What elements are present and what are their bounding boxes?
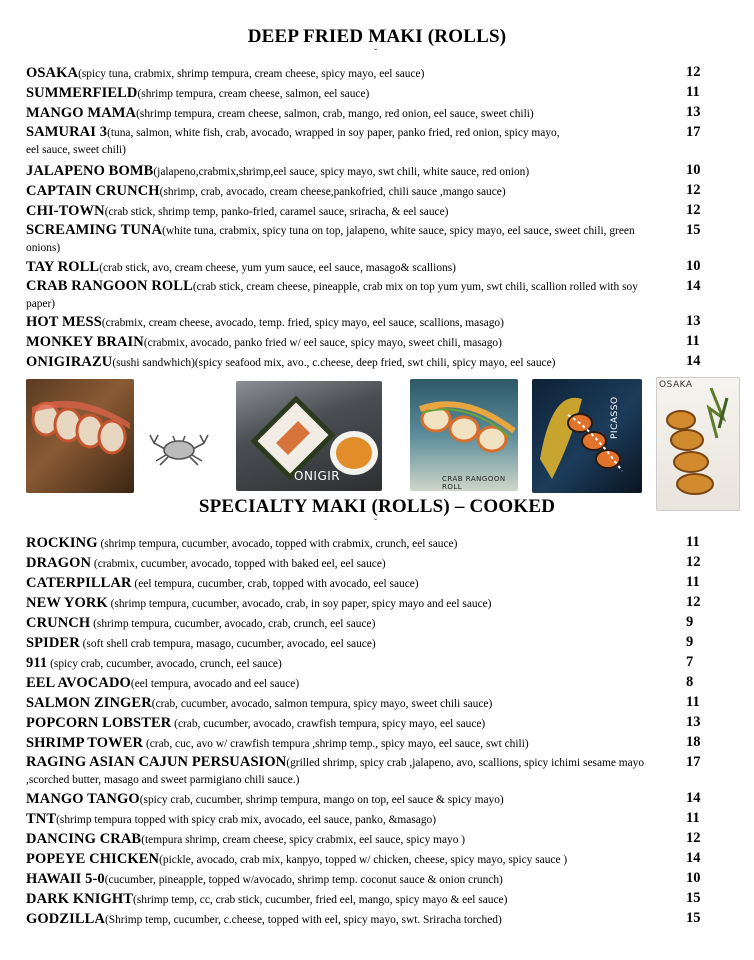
menu-item	[26, 353, 716, 373]
item-description: (cucumber, pineapple, topped w/avocado, shrimp temp. coconut sauce & onion crunch)	[104, 874, 503, 886]
item-name: EEL AVOCADO	[26, 675, 131, 691]
item-price: 11	[686, 534, 700, 550]
heading-ornament: ˇ	[374, 48, 378, 59]
osaka-roll-illustration	[657, 378, 739, 510]
picasso-roll-illustration	[532, 379, 642, 493]
item-description: (crab stick, cream cheese, pineapple, crab mix on top yum yum, swt chili, scallion rolled with soy paper)	[26, 281, 638, 310]
item-description: (crabmix, cucumber, avocado, topped with baked eel, eel sauce)	[91, 558, 386, 570]
item-price: 17	[686, 754, 701, 770]
item-price: 12	[686, 554, 701, 570]
menu-item	[26, 84, 716, 104]
deep-fried-heading: DEEP FRIED MAKI (ROLLS)	[247, 26, 507, 47]
item-name: HOT MESS	[26, 314, 102, 330]
item-price: 18	[686, 734, 701, 750]
item-name: 911	[26, 655, 48, 671]
menu-item	[26, 534, 716, 554]
deep-fried-list	[26, 64, 716, 373]
specialty-heading: SPECIALTY MAKI (ROLLS) – COOKED	[198, 496, 556, 517]
item-description: (shrimp tempura, cucumber, avocado, topped with crabmix, crunch, eel sauce)	[97, 538, 458, 550]
item-description: (crab, cuc, avo w/ crawfish tempura ,shrimp temp., spicy mayo, eel sauce, swt chili)	[143, 738, 529, 750]
menu-item	[26, 734, 716, 754]
item-name: SALMON ZINGER	[26, 695, 152, 711]
menu-item	[26, 554, 716, 574]
specialty-list	[26, 534, 716, 930]
item-description: (crab, cucumber, avocado, crawfish tempura, spicy mayo, eel sauce)	[171, 718, 486, 730]
osaka-photo	[656, 377, 740, 511]
item-description: (spicy crab, cucumber, shrimp tempura, mango on top, eel sauce & spicy mayo)	[139, 794, 504, 806]
item-name: DARK KNIGHT	[26, 891, 134, 907]
item-description: (Shrimp temp, cucumber, c.cheese, topped with eel, spicy mayo, swt. Sriracha torched)	[104, 914, 502, 926]
menu-item	[26, 124, 716, 162]
item-price: 11	[686, 694, 700, 710]
item-name: MANGO MAMA	[26, 105, 137, 121]
item-description: (jalapeno,crabmix,shrimp,eel sauce, spicy mayo, swt chili, white sauce, red onion)	[153, 166, 530, 178]
item-name: SAMURAI 3	[26, 124, 108, 140]
item-name: RAGING ASIAN CAJUN PERSUASION	[26, 754, 287, 770]
menu-item	[26, 333, 716, 353]
item-price: 9	[686, 614, 694, 630]
item-name: ONIGIRAZU	[26, 354, 113, 370]
menu-item	[26, 654, 716, 674]
menu-item	[26, 313, 716, 333]
menu-item	[26, 634, 716, 654]
item-price: 14	[686, 278, 701, 294]
item-price: 7	[686, 654, 694, 670]
item-price: 11	[686, 810, 700, 826]
item-name: CAPTAIN CRUNCH	[26, 183, 160, 199]
crab-rangoon-photo	[410, 379, 518, 491]
item-name: ROCKING	[26, 535, 98, 551]
menu-item	[26, 754, 716, 790]
item-name: TAY ROLL	[26, 259, 100, 275]
menu-item	[26, 870, 716, 890]
menu-item	[26, 104, 716, 124]
item-name: POPEYE CHICKEN	[26, 851, 160, 867]
item-price: 15	[686, 222, 701, 238]
item-price: 10	[686, 162, 701, 178]
item-price: 17	[686, 124, 701, 140]
item-name: CRUNCH	[26, 615, 91, 631]
item-name: CATERPILLAR	[26, 575, 132, 591]
item-description: (crab, cucumber, avocado, salmon tempura, spicy mayo, sweet chili sauce)	[151, 698, 493, 710]
menu-item	[26, 850, 716, 870]
crab-rangoon-label: CRAB RANGOON ROLL	[442, 475, 506, 491]
item-description: (shrimp tempura, cream cheese, salmon, eel sauce)	[137, 88, 370, 100]
item-price: 10	[686, 870, 701, 886]
menu-item	[26, 162, 716, 182]
item-name: POPCORN LOBSTER	[26, 715, 172, 731]
item-name: SHRIMP TOWER	[26, 735, 144, 751]
menu-item	[26, 910, 716, 930]
item-price: 15	[686, 890, 701, 906]
menu-item	[26, 674, 716, 694]
item-price: 13	[686, 714, 701, 730]
item-name: GODZILLA	[26, 911, 105, 927]
menu-item	[26, 182, 716, 202]
item-price: 14	[686, 353, 701, 369]
item-name: HAWAII 5-0	[26, 871, 105, 887]
menu-item	[26, 258, 716, 278]
roll-photo-left	[26, 379, 134, 493]
menu-item	[26, 202, 716, 222]
menu-item	[26, 694, 716, 714]
item-name: OSAKA	[26, 65, 79, 81]
menu-item	[26, 714, 716, 734]
item-name: MONKEY BRAIN	[26, 334, 144, 350]
item-name: DRAGON	[26, 555, 92, 571]
menu-item	[26, 830, 716, 850]
item-description: (eel tempura, cucumber, crab, topped with avocado, eel sauce)	[131, 578, 419, 590]
item-description: (shrimp tempura, cream cheese, salmon, crab, mango, red onion, eel sauce, sweet chili)	[136, 108, 534, 120]
item-name: SCREAMING TUNA	[26, 222, 163, 238]
item-description: (crab stick, shrimp temp, panko-fried, caramel sauce, sriracha, & eel sauce)	[104, 206, 449, 218]
item-name: TNT	[26, 811, 57, 827]
item-price: 14	[686, 790, 701, 806]
item-price: 13	[686, 104, 701, 120]
menu-item	[26, 810, 716, 830]
item-price: 13	[686, 313, 701, 329]
menu-item	[26, 278, 716, 313]
menu-item	[26, 790, 716, 810]
menu-item	[26, 574, 716, 594]
item-name: DANCING CRAB	[26, 831, 142, 847]
item-price: 8	[686, 674, 694, 690]
item-description: (grilled shrimp, spicy crab ,jalapeno, avo, scallions, spicy ichimi sesame mayo ,scorched butter, masago and sweet parmigiano chili sauce.)	[26, 757, 645, 786]
menu-item	[26, 222, 716, 258]
item-description: (shrimp tempura, cucumber, avocado, crab, in soy paper, spicy mayo and eel sauce)	[107, 598, 492, 610]
item-price: 12	[686, 182, 701, 198]
item-price: 11	[686, 84, 700, 100]
item-name: MANGO TANGO	[26, 791, 140, 807]
item-price: 14	[686, 850, 701, 866]
item-description: (shrimp, crab, avocado, cream cheese,pankofried, chili sauce ,mango sauce)	[159, 186, 506, 198]
item-description: (eel tempura, avocado and eel sauce)	[130, 678, 300, 690]
item-price: 12	[686, 830, 701, 846]
item-name: SUMMERFIELD	[26, 85, 138, 101]
item-description: (soft shell crab tempura, masago, cucumber, avocado, eel sauce)	[79, 638, 376, 650]
item-name: CRAB RANGOON ROLL	[26, 278, 193, 294]
menu-item	[26, 64, 716, 84]
menu-item	[26, 594, 716, 614]
item-description: (shrimp temp, cc, crab stick, cucumber, fried eel, mango, spicy mayo & eel sauce)	[133, 894, 508, 906]
item-description: (spicy crab, cucumber, avocado, crunch, eel sauce)	[47, 658, 282, 670]
picasso-photo	[532, 379, 642, 493]
item-price: 15	[686, 910, 701, 926]
roll-illustration	[26, 379, 134, 493]
item-description: (crab stick, avo, cream cheese, yum yum sauce, eel sauce, masago& scallions)	[99, 262, 456, 274]
item-name: JALAPENO BOMB	[26, 163, 154, 179]
item-price: 12	[686, 594, 701, 610]
item-price: 9	[686, 634, 694, 650]
item-name: NEW YORK	[26, 595, 108, 611]
item-price: 12	[686, 202, 701, 218]
crab-icon	[146, 425, 212, 469]
item-description: (white tuna, crabmix, spicy tuna on top, jalapeno, white sauce, spicy mayo, eel sauce, sweet chili, green onions)	[26, 225, 635, 254]
photo-strip	[0, 375, 754, 515]
item-price: 10	[686, 258, 701, 274]
picasso-label: PICASSO	[610, 396, 620, 439]
item-description: (shrimp tempura, cucumber, avocado, crab, crunch, eel sauce)	[90, 618, 376, 630]
heading-ornament: ˇ	[374, 518, 378, 529]
item-description: (crabmix, cream cheese, avocado, temp. fried, spicy mayo, eel sauce, scallions, masago)	[101, 317, 504, 329]
item-description: (crabmix, avocado, panko fried w/ eel sauce, spicy mayo, sweet chili, masago)	[143, 337, 502, 349]
item-description: (shrimp tempura topped with spicy crab mix, avocado, eel sauce, panko, &masago)	[56, 814, 437, 826]
item-price: 11	[686, 333, 700, 349]
item-description: (sushi sandwhich)(spicy seafood mix, avo., c.cheese, deep fried, swt chili, spicy mayo, eel sauce)	[112, 357, 556, 369]
onigir-photo	[236, 381, 382, 491]
item-name: SPIDER	[26, 635, 80, 651]
onigir-label: ONIGIR	[294, 469, 341, 483]
menu-item	[26, 614, 716, 634]
item-price: 11	[686, 574, 700, 590]
item-description: (tuna, salmon, white fish, crab, avocado, wrapped in soy paper, panko fried, red onion, spicy mayo, eel sauce, sweet chili)	[26, 127, 560, 156]
menu-item	[26, 890, 716, 910]
item-description: (pickle, avocado, crab mix, kanpyo, topped w/ chicken, cheese, spicy mayo, spicy sauce )	[159, 854, 568, 866]
item-name: CHI-TOWN	[26, 203, 105, 219]
osaka-label: OSAKA	[659, 380, 693, 390]
item-description: (tempura shrimp, cream cheese, spicy crabmix, eel sauce, spicy mayo )	[141, 834, 466, 846]
item-price: 12	[686, 64, 701, 80]
item-description: (spicy tuna, crabmix, shrimp tempura, cream cheese, spicy mayo, eel sauce)	[78, 68, 425, 80]
